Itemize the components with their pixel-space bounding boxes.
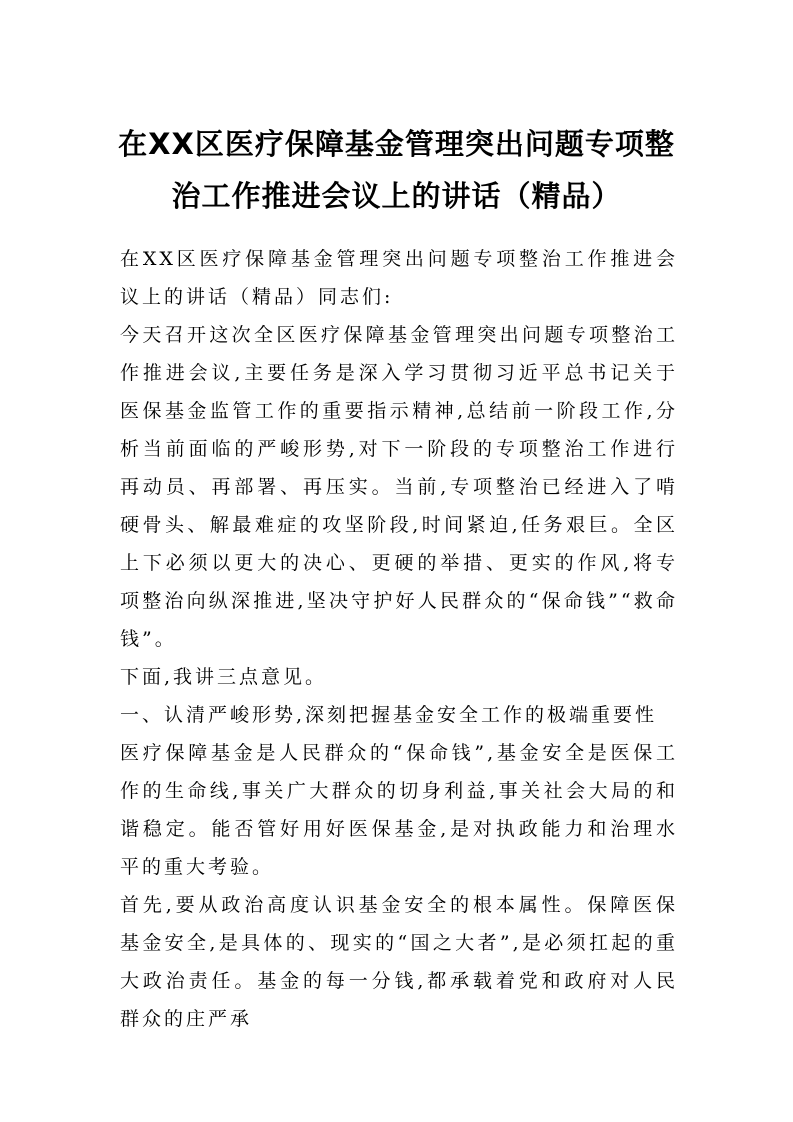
document-body [120,240,678,1038]
title-line-1: 在XX区医疗保障基金管理突出问题专项整 [118,127,675,161]
paragraph-transition: 下面,我讲三点意见。 [120,666,328,688]
paragraph-opening: 在XX区医疗保障基金管理突出问题专项整治工作推进会议上的讲话（精品）同志们: [120,248,678,308]
paragraph-political-height: 首先,要从政治高度认识基金安全的根本属性。保障医保基金安全,是具体的、现实的“国之大者”,是必须扛起的重大政治责任。基金的每一分钱,都承载着党和政府对人民群众的庄严承 [120,894,678,1030]
document-title [100,118,693,222]
paragraph-introduction: 今天召开这次全区医疗保障基金管理突出问题专项整治工作推进会议,主要任务是深入学习贯彻习近平总书记关于医保基金监管工作的重要指示精神,总结前一阶段工作,分析当前面临的严峻形势,对下一阶段的专项整治工作进行再动员、再部署、再压实。当前,专项整治已经进入了啃硬骨头、解最难症的攻坚阶段,时间紧迫,任务艰巨。全区上下必须以更大的决心、更硬的举措、更实的作风,将专项整治向纵深推进,坚决守护好人民群众的“保命钱”“救命钱”。 [120,324,678,650]
title-line-2: 治工作推进会议上的讲话（精品） [171,179,622,213]
section-heading-1: 一、认清严峻形势,深刻把握基金安全工作的极端重要性 [120,704,658,726]
paragraph-fund-importance: 医疗保障基金是人民群众的“保命钱”,基金安全是医保工作的生命线,事关广大群众的切身利益,事关社会大局的和谐稳定。能否管好用好医保基金,是对执政能力和治理水平的重大考验。 [120,742,678,878]
